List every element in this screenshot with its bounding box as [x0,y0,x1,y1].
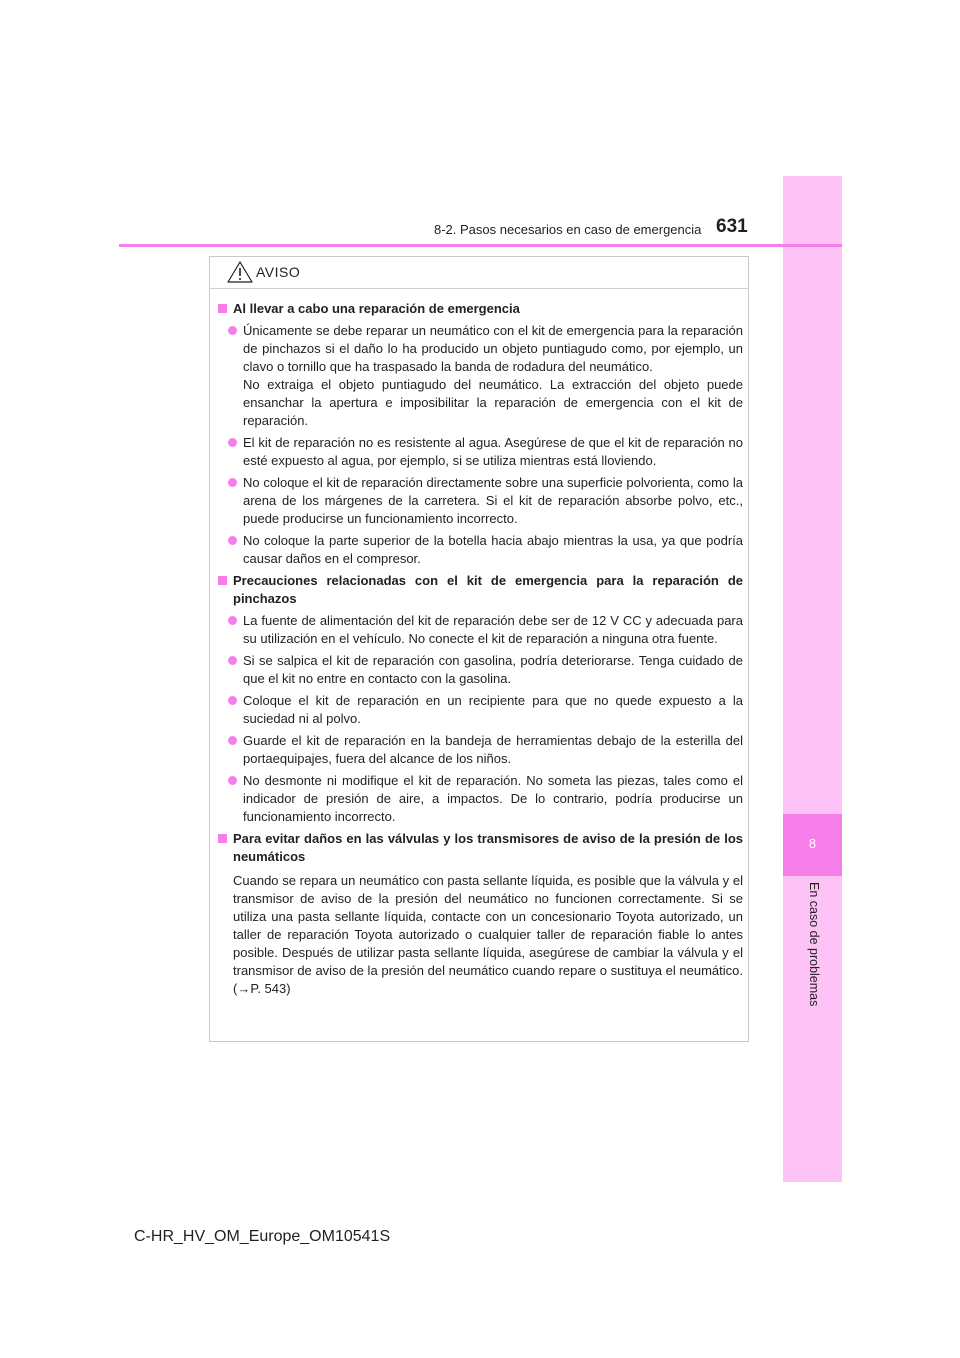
chapter-side-tab [783,176,842,1182]
list-item: No coloque el kit de reparación directamente sobre una superficie polvorienta, como la arena de los márgenes de la carretera. Si el kit de reparación absorbe polvo, etc., puede producirse un funcionamiento incorrecto. [217,474,743,528]
dot-bullet-icon [228,696,237,705]
warning-body [217,300,743,998]
section-heading: Para evitar daños en las válvulas y los transmisores de aviso de la presión de los neumáticos [217,830,743,866]
list-item: Si se salpica el kit de reparación con gasolina, podría deteriorarse. Tenga cuidado de que el kit no entre en contacto con la gasolina. [217,652,743,688]
list-item: Coloque el kit de reparación en un recipiente para que no quede expuesto a la suciedad ni al polvo. [217,692,743,728]
chapter-number: 8 [808,836,817,851]
dot-bullet-icon [228,616,237,625]
square-bullet-icon [218,834,227,843]
section-heading: Al llevar a cabo una reparación de emergencia [217,300,743,318]
dot-bullet-icon [228,438,237,447]
warning-title: AVISO [256,264,301,280]
list-item: No coloque la parte superior de la botella hacia abajo mientras la usa, ya que podría causar daños en el compresor. [217,532,743,568]
section-heading: Precauciones relacionadas con el kit de emergencia para la reparación de pinchazos [217,572,743,608]
list-item: No desmonte ni modifique el kit de reparación. No someta las piezas, tales como el indicador de presión de aire, a impactos. De lo contrario, podría producirse un funcionamiento incorrecto. [217,772,743,826]
dot-bullet-icon [228,326,237,335]
warning-triangle-icon [227,261,253,283]
warning-box [209,256,749,1042]
dot-bullet-icon [228,776,237,785]
list-item: La fuente de alimentación del kit de reparación debe ser de 12 V CC y adecuada para su utilización en el vehículo. No conecte el kit de reparación a ninguna otra fuente. [217,612,743,648]
dot-bullet-icon [228,656,237,665]
document-code: C-HR_HV_OM_Europe_OM10541S [134,1228,391,1245]
dot-bullet-icon [228,478,237,487]
dot-bullet-icon [228,736,237,745]
warning-header [210,257,748,289]
page-number: 631 [716,216,748,237]
chapter-title: En caso de problemas [807,882,821,1007]
square-bullet-icon [218,304,227,313]
list-item: El kit de reparación no es resistente al agua. Asegúrese de que el kit de reparación no esté expuesto al agua, por ejemplo, si se utiliza mientras está lloviendo. [217,434,743,470]
section-title: 8-2. Pasos necesarios en caso de emergencia [434,222,702,237]
list-item: Guarde el kit de reparación en la bandeja de herramientas debajo de la esterilla del portaequipajes, fuera del alcance de los niños. [217,732,743,768]
chapter-number-block [783,814,842,876]
header-rule [119,244,842,247]
dot-bullet-icon [228,536,237,545]
section-paragraph: Cuando se repara un neumático con pasta sellante líquida, es posible que la válvula y el transmisor de aviso de la presión del neumático no funcionen correctamente. Si se utiliza una pasta sellante líquida, contacte con un concesionario Toyota autorizado, un taller de reparación Toyota autorizado o cualquier taller de reparación fiable lo antes posible. Después de utilizar pasta sellante líquida, asegúrese de cambiar la válvula y el transmisor de aviso de la presión del neumático cuando repare o sustituya el neumático. (→P. 543) [233,873,743,996]
list-item: Únicamente se debe reparar un neumático con el kit de emergencia para la reparación de pinchazos si el daño lo ha producido un objeto puntiagudo como, por ejemplo, un clavo o tornillo que ha traspasado la banda de rodadura del neumático. No extraiga el objeto puntiagudo del neumático. La extracción del objeto puede ensanchar la apertura e imposibilitar la reparación de emergencia con el kit de reparación. [217,322,743,430]
square-bullet-icon [218,576,227,585]
